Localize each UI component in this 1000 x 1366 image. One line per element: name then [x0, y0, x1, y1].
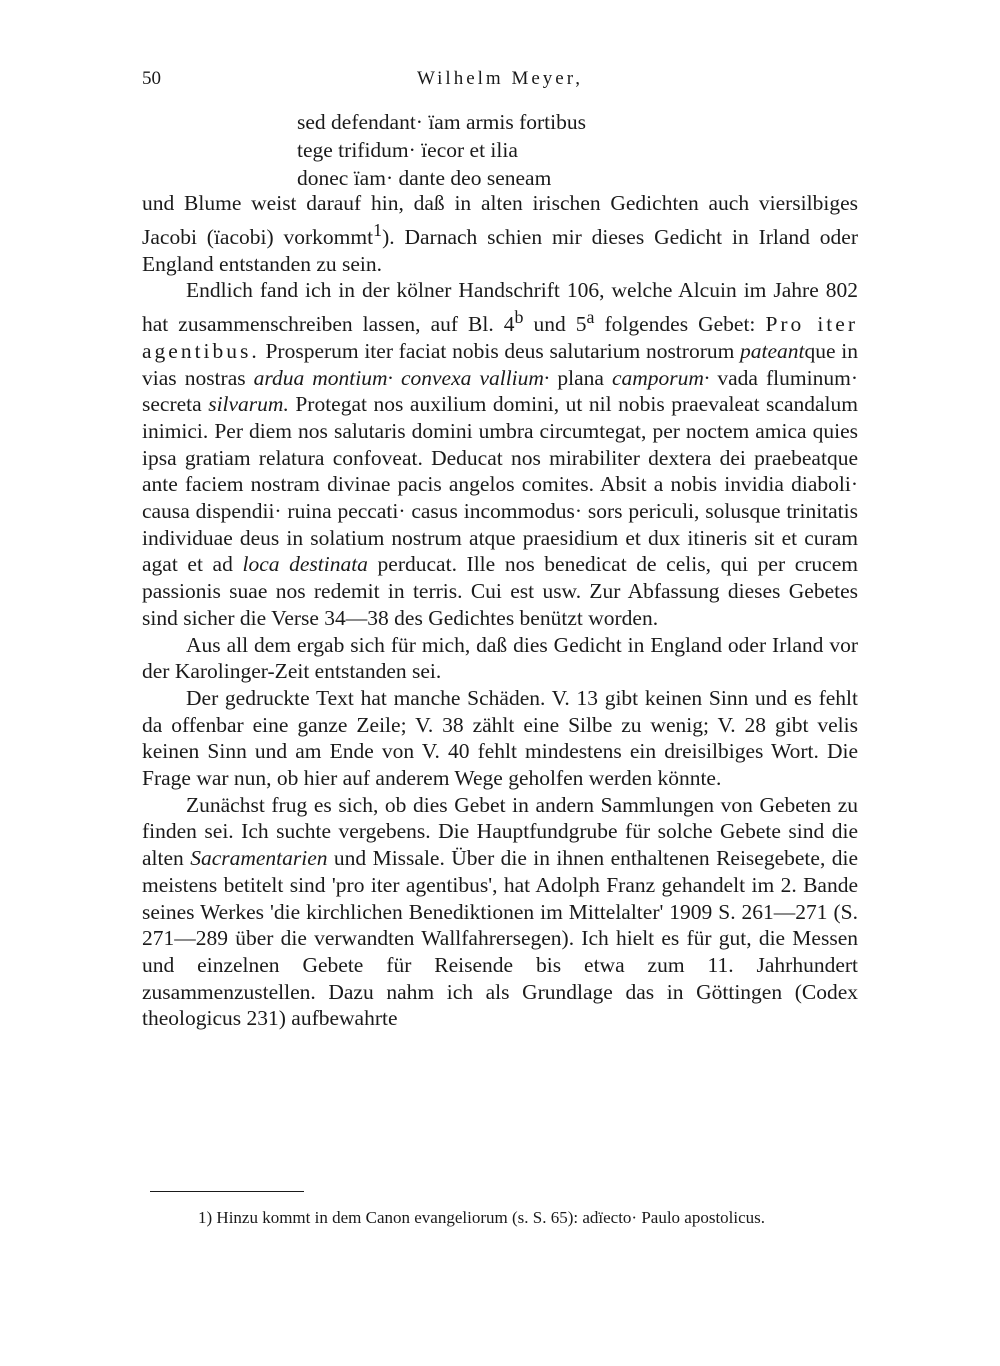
- text-span: perducat. Ille nos benedicat de celis, qui per crucem passionis suae nos redemit in terris. Cui est usw. Zur Abfassung dieses Gebetes sind sicher die Verse 34—38 des Gedichtes benützt worden.: [142, 552, 858, 630]
- paragraph: [142, 277, 858, 631]
- text-span: Endlich fand ich in der kölner Handschrift 106, welche Alcuin im Jahre 802 hat zusammenschreiben lassen, auf Bl. 4: [142, 278, 858, 337]
- text-span: und 5: [523, 312, 587, 337]
- paragraph: Aus all dem ergab sich für mich, daß dies Gedicht in England oder Irland vor der Karolinger-Zeit entstanden sei.: [142, 632, 858, 684]
- footnote-ref: 1: [373, 219, 383, 240]
- body-text: [142, 190, 858, 1032]
- text-span: Zunächst frug es sich, ob dies Gebet in andern Sammlungen von Gebeten zu finden sei. Ich suchte vergebens. Die Hauptfundgrube für solche Gebete sind die alten: [142, 792, 858, 871]
- paragraph: [142, 190, 858, 277]
- running-head: Wilhelm Meyer,: [416, 68, 584, 89]
- text-span: que in vias nostras: [142, 338, 858, 390]
- page-number: 50: [142, 68, 161, 89]
- text-span: Prosperum iter faciat nobis deus salutarium nostrorum: [259, 338, 741, 363]
- text-span: vada fluminum· secreta: [142, 365, 858, 417]
- verse-line: sed defendant· ïam armis fortibus: [297, 110, 586, 134]
- italic-text: Sacramentarien: [190, 846, 328, 871]
- text-span: und Missale. Über die in ihnen enthaltenen Reisegebete, die meistens betitelt sind 'pro iter agentibus', hat Adolph Franz gehandelt im 2. Bande seines Werkes 'die kirchlichen Benediktionen im Mittelalter' 1909 S. 261—271 (S. 271—289 über die verwandten Wallfahrersegen). Ich hielt es für gut, die Messen und einzelnen Gebete für Reisende bis etwa zum 11. Jahrhundert zusammenzustellen. Dazu nahm ich als Grundlage das in Göttingen (Codex theologicus 231) aufbewahrte: [142, 846, 858, 1031]
- italic-text: ardua montium· convexa vallium·: [253, 365, 550, 390]
- paragraph: Der gedruckte Text hat manche Schäden. V. 13 gibt keinen Sinn und es fehlt da offenbar eine ganze Zeile; V. 38 zählt eine Silbe zu wenig; V. 28 gibt velis keinen Sinn und am Ende von V. 40 fehlt mindestens ein dreisilbiges Wort. Die Frage war nun, ob hier auf anderem Wege geholfen werden könnte.: [142, 685, 858, 791]
- italic-text: pateant: [740, 338, 805, 363]
- text-span: Protegat nos auxilium domini, ut nil nobis praevaleat scandalum inimici. Per diem nos salutaris domini umbra circumtegat, per noctem amica quies ipsa gratiam relatura confoveat. Deducat nos mirabiliter dextera dei praebeatque ante faciem nostram divinae pacis angelos comites. Absit a nobis invidia diaboli· causa dispendii· ruina peccati· casus incommodus· sors periculi, solusque trinitatis individuae deus in solatium nostrum atque praesidium et dux itineris sit et curam agat et ad: [142, 392, 859, 577]
- text-span: plana: [549, 365, 612, 390]
- verse-line: tege trifidum· ïecor et ilia: [297, 138, 518, 162]
- footnote: 1) Hinzu kommt in dem Canon evangeliorum (s. S. 65): adïecto· Paulo apostolicus.: [198, 1208, 766, 1227]
- text-span: folgendes Gebet:: [594, 312, 766, 337]
- prayer-title: Pro iter agentibus.: [142, 312, 858, 363]
- italic-text: camporum·: [611, 365, 710, 390]
- page-header: [142, 68, 858, 98]
- italic-text: silvarum.: [208, 392, 289, 417]
- footnote-rule: [150, 1191, 304, 1192]
- text-span: und Blume weist darauf hin, daß in alten irischen Gedichten auch viersilbiges Jacobi (ïacobi) vorkommt: [142, 191, 858, 249]
- paragraph: [142, 792, 858, 1032]
- text-span: ). Darnach schien mir dieses Gedicht in Irland oder England entstanden zu sein.: [142, 224, 859, 276]
- verse-quotation: [297, 108, 586, 192]
- superscript: b: [514, 306, 524, 327]
- verse-line: donec ïam· dante deo seneam: [297, 166, 552, 190]
- italic-text: loca destinata: [242, 552, 368, 577]
- superscript: a: [586, 306, 595, 327]
